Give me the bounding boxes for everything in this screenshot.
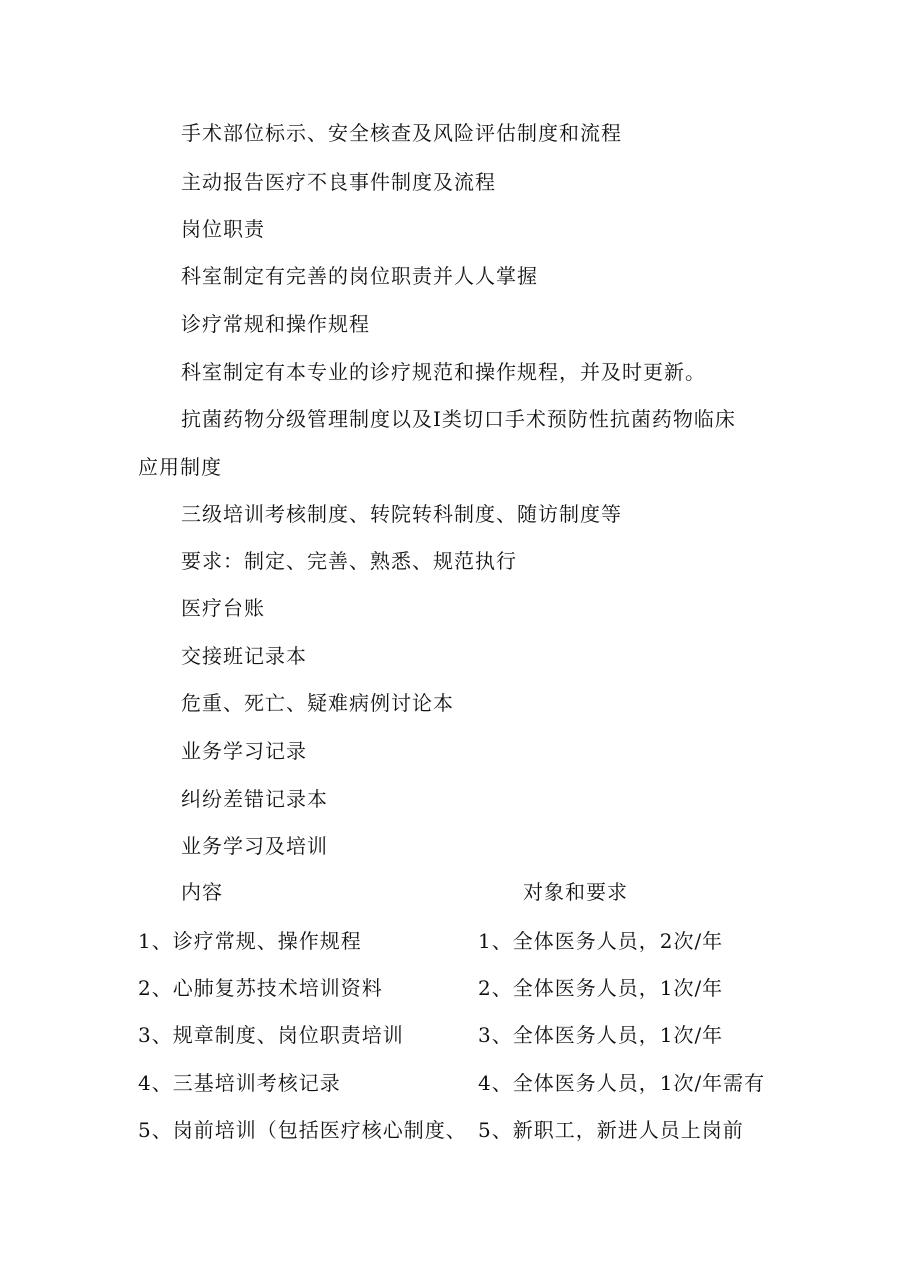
table-row-2-content: 2、心肺复苏技术培训资料	[138, 976, 383, 1000]
list-item-dispute-records: 纠纷差错记录本	[181, 787, 328, 811]
table-row-3-target: 3、全体医务人员，1次/年	[478, 1023, 724, 1047]
table-row-5-target: 5、新职工，新进人员上岗前	[478, 1118, 744, 1142]
paragraph-surgical-site-marking: 手术部位标示、安全核查及风险评估制度和流程	[181, 121, 622, 145]
paragraph-adverse-event-reporting: 主动报告医疗不良事件制度及流程	[181, 170, 496, 194]
heading-study-training: 业务学习及培训	[181, 834, 328, 858]
paragraph-antibiotic-management-cont: 应用制度	[138, 455, 222, 479]
table-header-content: 内容	[181, 880, 223, 904]
table-row-1-content: 1、诊疗常规、操作规程	[138, 929, 362, 953]
table-row-5-content: 5、岗前培训（包括医疗核心制度、	[138, 1118, 467, 1142]
table-row-1-target: 1、全体医务人员，2次/年	[478, 929, 724, 953]
table-row-4-content: 4、三基培训考核记录	[138, 1071, 341, 1095]
list-item-shift-handover: 交接班记录本	[181, 644, 307, 668]
table-row-2-target: 2、全体医务人员，1次/年	[478, 976, 724, 1000]
table-row-3-content: 3、规章制度、岗位职责培训	[138, 1023, 404, 1047]
table-header-target: 对象和要求	[523, 880, 628, 904]
paragraph-diagnosis-procedures-detail: 科室制定有本专业的诊疗规范和操作规程，并及时更新。	[181, 360, 706, 384]
paragraph-antibiotic-management: 抗菌药物分级管理制度以及Ⅰ类切口手术预防性抗菌药物临床	[181, 407, 736, 431]
paragraph-job-responsibilities-detail: 科室制定有完善的岗位职责并人人掌握	[181, 264, 538, 288]
heading-job-responsibilities: 岗位职责	[181, 217, 265, 241]
heading-diagnosis-procedures: 诊疗常规和操作规程	[181, 312, 370, 336]
heading-medical-ledger: 医疗台账	[181, 596, 265, 620]
paragraph-training-transfer-followup: 三级培训考核制度、转院转科制度、随访制度等	[181, 502, 622, 526]
list-item-study-records: 业务学习记录	[181, 739, 307, 763]
paragraph-requirements: 要求：制定、完善、熟悉、规范执行	[181, 549, 517, 573]
list-item-case-discussion: 危重、死亡、疑难病例讨论本	[181, 691, 454, 715]
table-row-4-target: 4、全体医务人员，1次/年需有	[478, 1071, 766, 1095]
